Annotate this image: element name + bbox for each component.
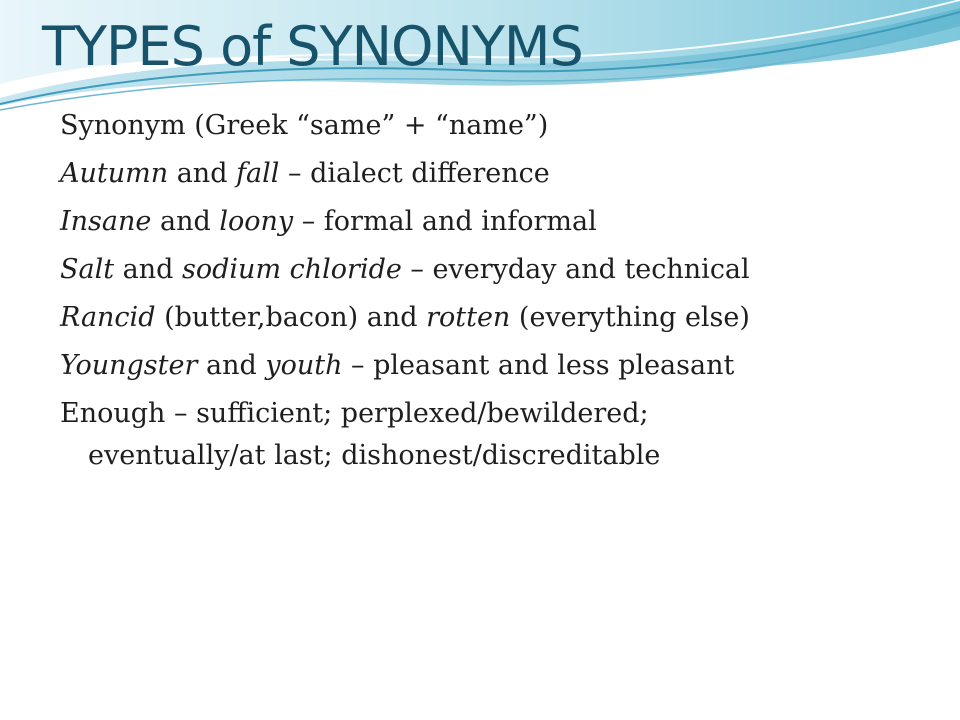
bullet-definition [60, 107, 920, 145]
term-1: Insane [60, 206, 152, 237]
bullet-line-2: eventually/at last; dishonest/discreditable [88, 440, 661, 471]
joiner: (butter,bacon) and [155, 302, 427, 333]
bullet-list [60, 107, 920, 485]
explanation: – everyday and technical [401, 254, 750, 285]
slide-title: TYPES of SYNONYMS [42, 15, 583, 78]
joiner: and [168, 158, 237, 189]
bullet-technical [60, 251, 920, 289]
bullet-line-1: Enough – sufficient; perplexed/bewildered; [60, 398, 649, 429]
explanation: – dialect difference [279, 158, 550, 189]
bullet-collocation [60, 299, 920, 337]
explanation: – pleasant and less pleasant [342, 350, 735, 381]
bullet-text: Synonym (Greek “same” + “name”) [60, 110, 549, 141]
term-1: Youngster [60, 350, 198, 381]
joiner: and [197, 350, 266, 381]
explanation: – formal and informal [293, 206, 597, 237]
term-1: Rancid [60, 302, 156, 333]
joiner: and [151, 206, 220, 237]
bullet-pairs [60, 395, 920, 475]
bullet-dialect [60, 155, 920, 193]
bullet-connotation [60, 347, 920, 385]
term-2: loony [219, 206, 294, 237]
term-2: rotten [426, 302, 511, 333]
explanation: (everything else) [510, 302, 750, 333]
term-1: Salt [60, 254, 115, 285]
term-2: fall [236, 158, 280, 189]
bullet-formality [60, 203, 920, 241]
term-1: Autumn [60, 158, 169, 189]
term-2: sodium chloride [182, 254, 402, 285]
joiner: and [114, 254, 183, 285]
term-2: youth [265, 350, 343, 381]
